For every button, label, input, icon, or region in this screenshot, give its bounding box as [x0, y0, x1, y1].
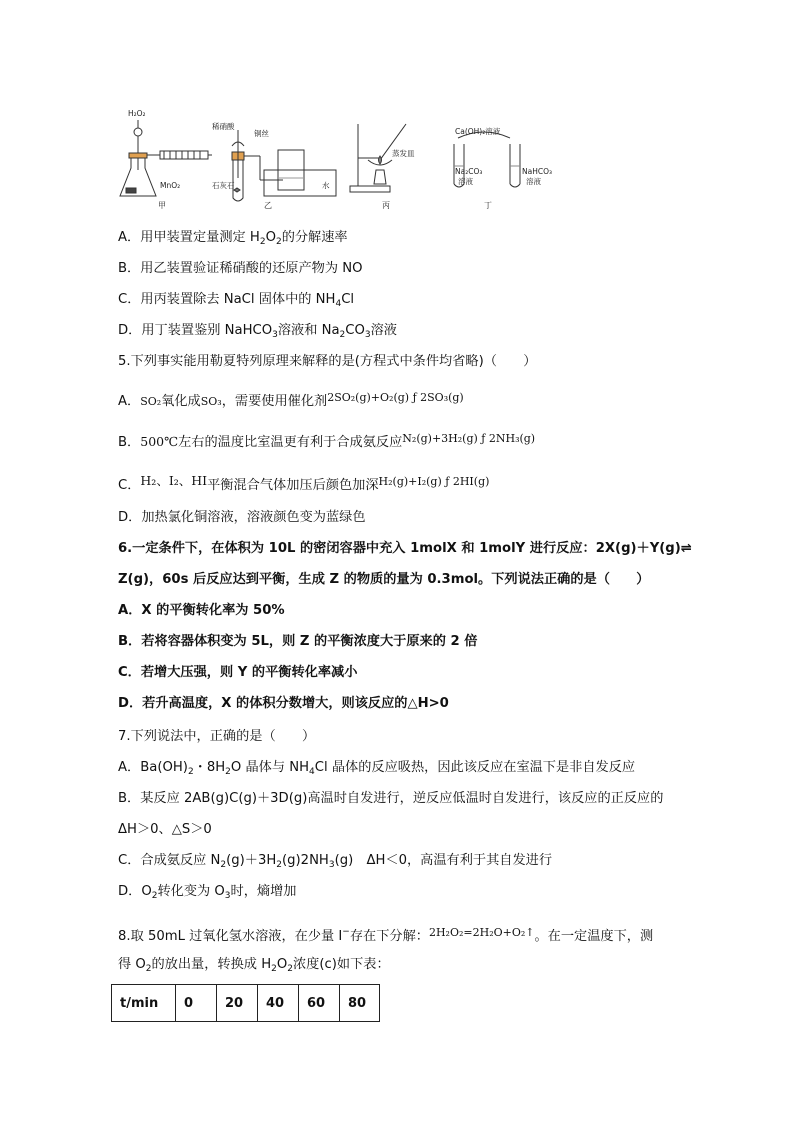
q7-option-b-line2: ΔH＞0、△S＞0 [118, 822, 212, 837]
table-cell: 0 [176, 985, 217, 1022]
label-h2o2: H₂O₂ [128, 109, 146, 118]
table-header-row [112, 985, 380, 1022]
apparatus-figure [118, 108, 558, 212]
q5-option-b: B．500℃左右的温度比室温更有利于合成氨反应$^{N_2(g)+3H_2(g) ƒ 2NH_3(g)}$ [118, 432, 536, 450]
q5-stem: 5.下列事实能用勒夏特列原理来解释的是(方程式中条件均省略)（ ） [118, 354, 537, 369]
q8-stem-line1: 8.取 50mL 过氧化氢水溶液，在少量 I−存在下分解：$^{2H_2O_2=2H_2O+O_2↑}$。在一定温度下，测 [118, 926, 654, 944]
caption-jia: 甲 [158, 201, 166, 210]
data-table [111, 984, 380, 1022]
q4-option-b: B．用乙装置验证稀硝酸的还原产物为 NO [118, 261, 363, 276]
table-cell: 80 [340, 985, 380, 1022]
table-cell: 20 [217, 985, 258, 1022]
label-limewater: Ca(OH)₂溶液 [455, 127, 501, 136]
table-cell: 60 [299, 985, 340, 1022]
label-copper-wire: 铜丝 [254, 129, 269, 138]
label-water: 水 [322, 181, 330, 190]
caption-yi: 乙 [264, 201, 272, 210]
label-evaporating-dish: 蒸发皿 [392, 149, 415, 158]
q5-option-a: A．SO₂氧化成SO₃，需要使用催化剂$^{2SO_2(g)+O_2(g) ƒ 2SO_3(g)}$ [118, 391, 464, 409]
q5-option-d: D．加热氯化铜溶液，溶液颜色变为蓝绿色 [118, 510, 366, 525]
q4-option-a: A．用甲装置定量测定 $H_2O_2$的分解速率 [118, 230, 348, 247]
q7-option-a: A．$Ba(OH)_2$・$8H_2O$ 晶体与 $NH_4Cl$ 晶体的反应吸热，因此该反应在室温下是非自发反应 [118, 760, 636, 777]
q7-option-b-line1: B．某反应 2AB(g)C(g)＋3D(g)高温时自发进行，逆反应低温时自发进行，该反应的正反应的 [118, 791, 664, 806]
label-na2co3: Na₂CO₃ [455, 167, 483, 176]
q6-option-d: D．若升高温度，X 的体积分数增大，则该反应的△H>0 [118, 696, 449, 711]
q6-option-c: C．若增大压强，则 Y 的平衡转化率减小 [118, 665, 358, 680]
q7-option-d: D．$O_2$转化变为 $O_3$时，熵增加 [118, 884, 297, 901]
table-cell: 40 [258, 985, 299, 1022]
q6-stem-line2: Z(g)，60s 后反应达到平衡，生成 Z 的物质的量为 0.3mol。下列说法正确的是（ ） [118, 572, 650, 587]
caption-bing: 丙 [382, 201, 390, 210]
q6-option-b: B．若将容器体积变为 5L，则 Z 的平衡浓度大于原来的 2 倍 [118, 634, 478, 649]
q7-stem: 7.下列说法中，正确的是（ ） [118, 729, 316, 744]
label-mno2: MnO₂ [160, 181, 181, 190]
q4-option-c: C．用丙装置除去 NaCl 固体中的 $NH_4Cl$ [118, 292, 355, 309]
label-na2co3-solution: 溶液 [458, 177, 473, 186]
q4-option-d: D．用丁装置鉴别 NaHCO$_3$溶液和 $Na_2CO_3$溶液 [118, 323, 397, 340]
caption-ding: 丁 [484, 201, 492, 210]
q8-stem-line2: 得 $O_2$的放出量，转换成 $H_2O_2$浓度(c)如下表： [118, 957, 390, 974]
label-nahco3-solution: 溶液 [526, 177, 541, 186]
q6-option-a: A．X 的平衡转化率为 50% [118, 603, 285, 618]
label-limestone: 石灰石 [212, 181, 235, 190]
q6-stem-line1: 6.一定条件下，在体积为 10L 的密闭容器中充入 1molX 和 1molY 进行反应：2X(g)＋Y(g)⇌ [118, 541, 692, 556]
q7-option-c: C．合成氨反应 $N_2(g)+3H_2(g)2NH_3(g)$ ΔH＜0，高温有利于其自发进行 [118, 853, 553, 870]
label-dilute-nitric-acid: 稀硝酸 [212, 122, 235, 131]
q5-option-c: C．H₂、I₂、HI平衡混合气体加压后颜色加深$^{H_2(g)+I_2(g) ƒ 2HI(g)}$ [118, 473, 490, 493]
apparatus-yi [232, 130, 336, 201]
label-nahco3: NaHCO₃ [522, 167, 552, 176]
table-cell: t/min [112, 985, 176, 1022]
